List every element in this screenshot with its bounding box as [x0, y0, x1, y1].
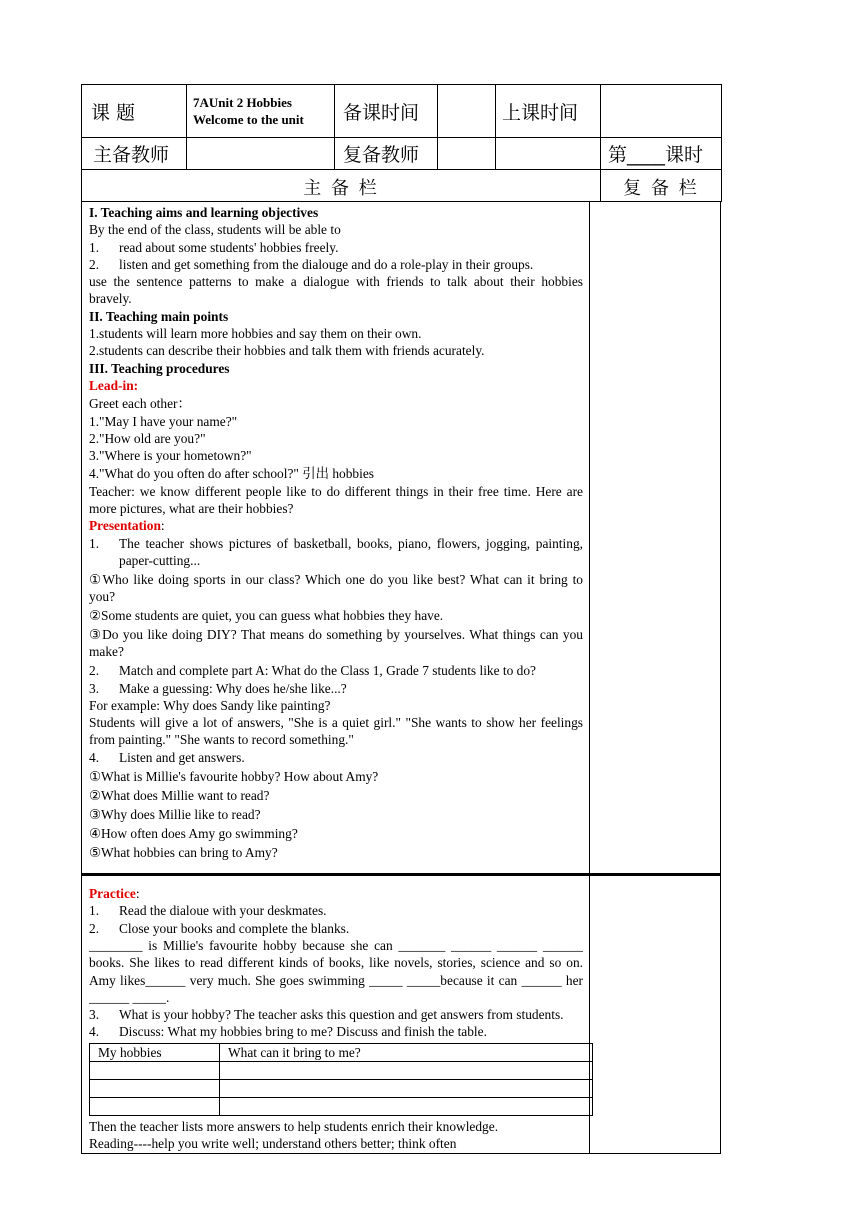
section-1-review-column[interactable]: [600, 202, 720, 873]
aim-1-text: read about some students' hobbies freely.: [119, 239, 339, 255]
aims-intro: By the end of the class, students will be able to: [89, 222, 341, 238]
aim-2-number: 2.: [89, 256, 100, 272]
listen-question: ③Why does Millie like to read?: [89, 807, 261, 823]
section-1: [81, 202, 721, 874]
table-cell[interactable]: [220, 1061, 593, 1079]
presentation-item-3: [89, 680, 583, 697]
presentation-label: Presentation: [89, 518, 161, 534]
listen-question: ②What does Millie want to read?: [89, 788, 270, 804]
item-number: 2.: [89, 663, 100, 679]
presentation-item-1: [89, 535, 583, 570]
practice-label: Practice: [89, 886, 136, 902]
practice-item-3: [89, 1006, 583, 1023]
presentation-item-4: [89, 749, 583, 766]
item-number: 3.: [89, 680, 100, 696]
review-teacher-label: 复备教师: [335, 138, 438, 170]
item-text: What is your hobby? The teacher asks this question and get answers from students.: [119, 1007, 564, 1023]
item-text: Listen and get answers.: [119, 749, 245, 765]
table-cell[interactable]: [90, 1079, 220, 1097]
greet-line: Greet each other：: [89, 396, 191, 412]
example-line: For example: Why does Sandy like painting?: [89, 697, 331, 713]
section-1-main: [82, 202, 590, 873]
enrich-line: Then the teacher lists more answers to help students enrich their knowledge.: [89, 1118, 499, 1134]
teacher-line: Teacher: we know different people like to do different things in their free time. Here are more pictures, what are their hobbies?: [89, 483, 583, 517]
hobbies-table-header: My hobbies: [90, 1043, 220, 1061]
section-2: [81, 874, 721, 1154]
item-number: 4.: [89, 749, 100, 765]
aim-1-number: 1.: [89, 239, 100, 255]
practice-item-1: [89, 902, 583, 919]
lesson-title-line1: 7AUnit 2 Hobbies: [193, 95, 292, 110]
circle-question: ②Some students are quiet, you can guess what hobbies they have.: [89, 608, 444, 624]
practice-item-2: [89, 920, 583, 937]
hobbies-table-header: What can it bring to me?: [220, 1043, 593, 1061]
item-text: Read the dialoue with your deskmates.: [119, 903, 327, 919]
circle-question: ③Do you like doing DIY? That means do something by yourselves. What things can you make?: [89, 627, 583, 660]
practice-colon: :: [135, 886, 140, 902]
topic-label: 课 题: [82, 85, 187, 138]
class-time-field[interactable]: [601, 85, 722, 138]
leadin-question: 4."What do you often do after school?" 引出 hobbies: [89, 466, 375, 482]
review-teacher-field[interactable]: [438, 138, 496, 170]
aim-2-text: listen and get something from the dialouge and do a role-play in their groups.: [119, 256, 534, 272]
table-cell[interactable]: [90, 1061, 220, 1079]
review-teacher-extra-field[interactable]: [496, 138, 601, 170]
leadin-question: 3."Where is your hometown?": [89, 448, 252, 464]
reading-line: Reading----help you write well; understand others better; think often: [89, 1136, 457, 1152]
item-text: Discuss: What my hobbies bring to me? Discuss and finish the table.: [119, 1024, 487, 1040]
listen-question: ④How often does Amy go swimming?: [89, 826, 298, 842]
aim-3: use the sentence patterns to make a dialogue with friends to talk about their hobbies bravely.: [89, 274, 583, 307]
item-number: 3.: [89, 1007, 100, 1023]
fill-in-blanks: ________ is Millie's favourite hobby because she can _______ ______ ______ ______ books. She likes to read different kinds of books, like novels, stories, science and so on. Amy likes______ very much. She goes swimming _____ _____because it can ______ her ______ _____.: [89, 937, 583, 1005]
item-text: The teacher shows pictures of basketball, books, piano, flowers, jogging, painting, paper-cutting...: [119, 535, 583, 568]
item-text: Make a guessing: Why does he/she like...?: [119, 680, 347, 696]
answers-line: Students will give a lot of answers, "She is a quiet girl." "She wants to show her feelings from painting." "She wants to record something.": [89, 715, 583, 748]
item-number: 4.: [89, 1024, 100, 1040]
main-column-header: 主 备 栏: [82, 170, 601, 202]
prep-time-field[interactable]: [438, 85, 496, 138]
table-cell[interactable]: [90, 1097, 220, 1115]
table-cell[interactable]: [220, 1079, 593, 1097]
item-text: Match and complete part A: What do the Class 1, Grade 7 students like to do?: [119, 663, 536, 679]
header-table: [81, 84, 722, 202]
class-time-label: 上课时间: [496, 85, 601, 138]
leadin-question: 1."May I have your name?": [89, 413, 238, 429]
review-column-header: 复 备 栏: [601, 170, 722, 202]
practice-item-4: [89, 1023, 583, 1040]
circle-question: ①Who like doing sports in our class? Which one do you like best? What can it bring to you?: [89, 572, 583, 605]
section-2-review-column[interactable]: [600, 876, 720, 1153]
aim-2: [89, 256, 583, 273]
lesson-title: [187, 85, 335, 138]
procedures-heading: III. Teaching procedures: [89, 360, 230, 376]
presentation-item-2: [89, 662, 583, 679]
lesson-title-line2: Welcome to the unit: [193, 112, 304, 127]
lesson-plan-page: [81, 84, 721, 1154]
point-2: 2.students can describe their hobbies and talk them with friends acurately.: [89, 343, 485, 359]
item-number: 1.: [89, 903, 100, 919]
item-text: Close your books and complete the blanks.: [119, 920, 350, 936]
leadin-question: 2."How old are you?": [89, 430, 206, 446]
presentation-colon: :: [160, 518, 165, 534]
main-teacher-field[interactable]: [187, 138, 335, 170]
presentation-heading: [89, 517, 583, 534]
period-label: 第____课时: [601, 138, 722, 170]
listen-question: ⑤What hobbies can bring to Amy?: [89, 845, 278, 861]
item-number: 1.: [89, 535, 100, 551]
table-cell[interactable]: [220, 1097, 593, 1115]
hobbies-table: [89, 1043, 593, 1116]
practice-heading: [89, 885, 583, 902]
item-number: 2.: [89, 920, 100, 936]
point-1: 1.students will learn more hobbies and say them on their own.: [89, 326, 422, 342]
aims-heading: I. Teaching aims and learning objectives: [89, 205, 319, 220]
section-2-main: [82, 876, 590, 1153]
leadin-label: Lead-in:: [89, 377, 139, 393]
aim-1: [89, 239, 583, 256]
points-heading: II. Teaching main points: [89, 308, 229, 324]
prep-time-label: 备课时间: [335, 85, 438, 138]
main-teacher-label: 主备教师: [82, 138, 187, 170]
listen-question: ①What is Millie's favourite hobby? How about Amy?: [89, 769, 379, 785]
